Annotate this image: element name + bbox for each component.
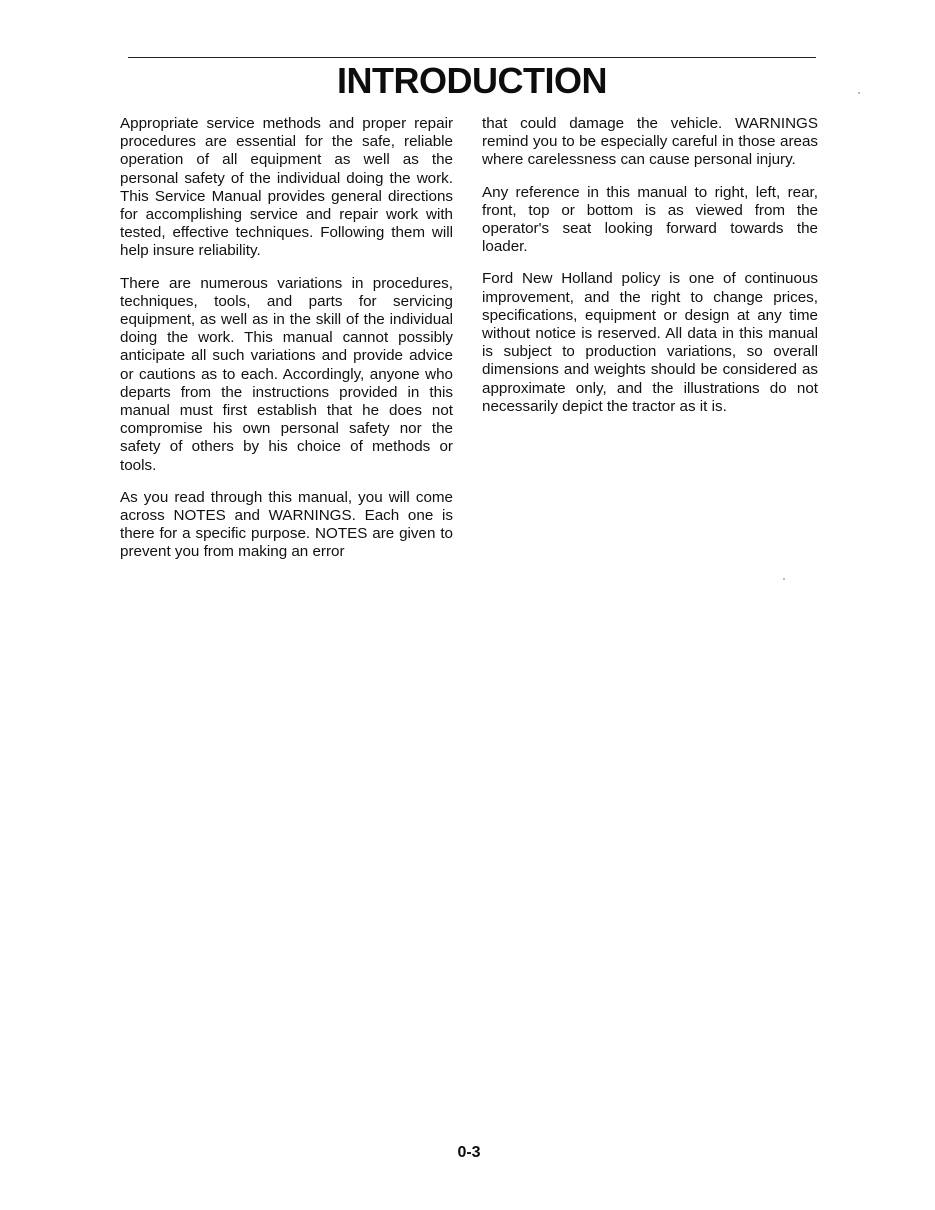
page-number: 0-3 [457,1144,481,1161]
paragraph-variations: There are numerous variations in procedures, techniques, tools, and parts for servicing equipment, as well as in the skill of the individual doing the work. This manual cannot possibly anticipate all such variations and provide advice or cautions as to each. Accordingly, anyone who departs from the instructions provided in this manual must first establish that he does not compromise his own personal safety nor the safety of others by his choice of methods or tools. [120,274,453,474]
right-column [482,115,818,430]
scan-speck [858,92,860,94]
page-title: INTRODUCTION [337,60,607,101]
left-column [120,115,453,576]
paragraph-orientation-reference: Any reference in this manual to right, left, rear, front, top or bottom is as viewed from the operator's seat looking forward towards the loader. [482,183,818,256]
paragraph-notes-warnings: As you read through this manual, you will come across NOTES and WARNINGS. Each one is there for a specific purpose. NOTES are given to prevent you from making an error [120,488,453,561]
paragraph-warnings-continued: that could damage the vehicle. WARNINGS remind you to be especially careful in those areas where carelessness can cause personal injury. [482,115,818,169]
paragraph-policy: Ford New Holland policy is one of continuous improvement, and the right to change prices, specifications, equipment or design at any time without notice is reserved. All data in this manual is subject to production variations, so overall dimensions and weights should be considered as approximate only, and the illustrations do not necessarily depict the tractor as it is. [482,270,818,415]
paragraph-service-methods: Appropriate service methods and proper repair procedures are essential for the safe, reliable operation of all equipment as well as the personal safety of the individual doing the work. This Service Manual provides general directions for accomplishing service and repair work with tested, effective techniques. Following them will help insure reliability. [120,115,453,260]
scan-speck [783,578,785,580]
